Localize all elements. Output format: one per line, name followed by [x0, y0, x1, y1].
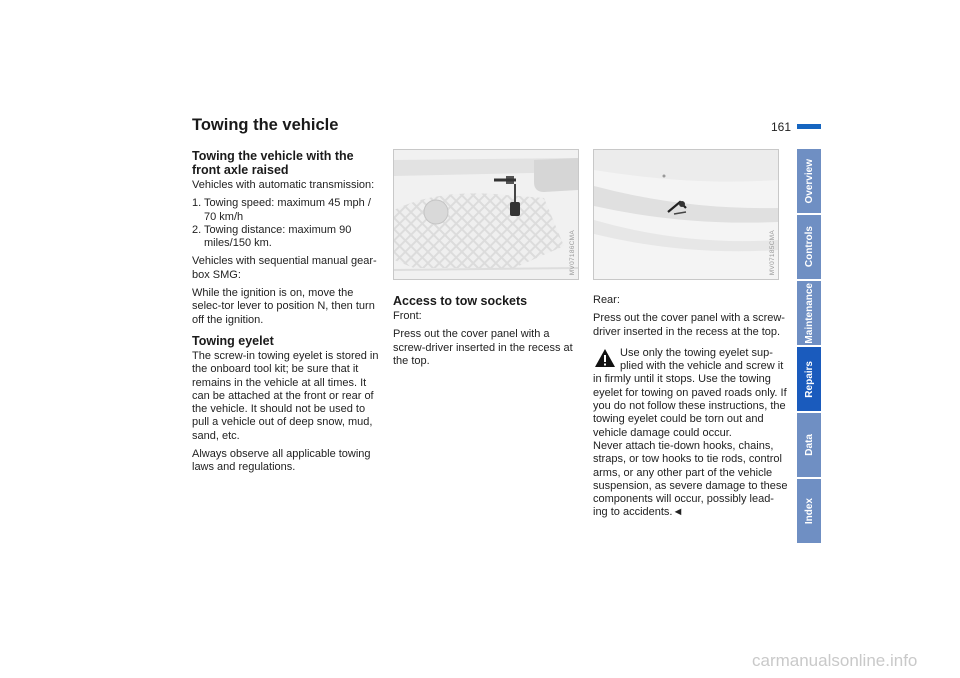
tab-repairs[interactable]	[797, 347, 821, 413]
rear-label: Rear:	[593, 294, 620, 306]
photo-code: MV07185CMA	[769, 229, 776, 275]
section-heading-towing-eyelet: Towing eyelet	[192, 333, 274, 348]
front-instructions: Press out the cover panel with a screw-driver inserted in the recess at the top.	[393, 328, 573, 367]
tab-maintenance[interactable]	[797, 281, 821, 347]
front-label: Front:	[393, 310, 422, 322]
tab-label: Controls	[803, 226, 815, 268]
page-title: Towing the vehicle	[192, 116, 339, 134]
warning-first-line: Use only the towing eyelet sup-plied with the vehicle and screw it	[620, 346, 784, 373]
list-item	[192, 224, 382, 251]
list-number: 2.	[192, 223, 202, 236]
column-1	[192, 149, 382, 480]
footer-watermark: carmanualsonline.info	[752, 651, 918, 670]
tab-label: Data	[803, 434, 815, 456]
column-3	[593, 294, 788, 520]
regulations-paragraph: Always observe all applicable towing laws and regulations.	[192, 448, 371, 474]
column-2	[393, 294, 583, 373]
eyelet-paragraph: The screw-in towing eyelet is stored in the onboard tool kit; be sure that it remains in the vehicle at all times. It can be attached at the front or rear of the vehicle. It should not be used to pull a vehicle out of deep snow, mud, sand, etc.	[192, 349, 379, 442]
tab-label: Index	[803, 497, 815, 525]
tab-controls[interactable]	[797, 215, 821, 281]
tab-label: Maintenance	[803, 282, 815, 344]
list-text: Towing speed: maximum 45 mph / 70 km/h	[204, 197, 371, 223]
tab-data[interactable]	[797, 413, 821, 479]
warning-triangle-icon	[594, 348, 616, 368]
rear-instructions: Press out the cover panel with a screw-driver inserted in the recess at the top.	[593, 312, 785, 338]
smg-paragraph: Vehicles with sequential manual gear-box SMG:	[192, 255, 377, 281]
front-tow-socket-photo	[393, 149, 579, 280]
section-heading-front-axle: Towing the vehicle with the front axle raised	[192, 149, 354, 177]
header-accent-bar	[797, 124, 821, 129]
list-item	[192, 197, 382, 224]
tab-label: Repairs	[803, 360, 815, 398]
list-text: Towing distance: maximum 90 miles/150 km.	[204, 223, 352, 250]
rear-tow-socket-photo	[593, 149, 779, 280]
front-bumper-illustration	[394, 150, 578, 279]
warning-text: in firmly until it stops. Use the towing eyelet for towing on paved roads only. If you do not follow these instructions, the towing eyelet could be torn out and vehicle damage could occur.	[593, 373, 787, 439]
rear-bumper-illustration	[594, 150, 778, 279]
page-number: 161	[771, 120, 792, 134]
photo-code: MV07186CMA	[569, 229, 576, 275]
tab-label: Overview	[803, 158, 815, 204]
ignition-paragraph: While the ignition is on, move the selec-tor lever to position N, then turn off the ignition.	[192, 287, 375, 326]
warning-text-second: Never attach tie-down hooks, chains, straps, or tow hooks to tie rods, control arms, or any other part of the vehicle suspension, as severe damage to these components will occur, possibly lead-ing to accidents.◄	[593, 439, 788, 519]
tab-overview[interactable]	[797, 149, 821, 215]
list-number: 1.	[192, 197, 202, 210]
section-heading-tow-sockets: Access to tow sockets	[393, 294, 528, 308]
auto-transmission-intro: Vehicles with automatic transmission:	[192, 179, 375, 191]
tab-index[interactable]	[797, 479, 821, 545]
